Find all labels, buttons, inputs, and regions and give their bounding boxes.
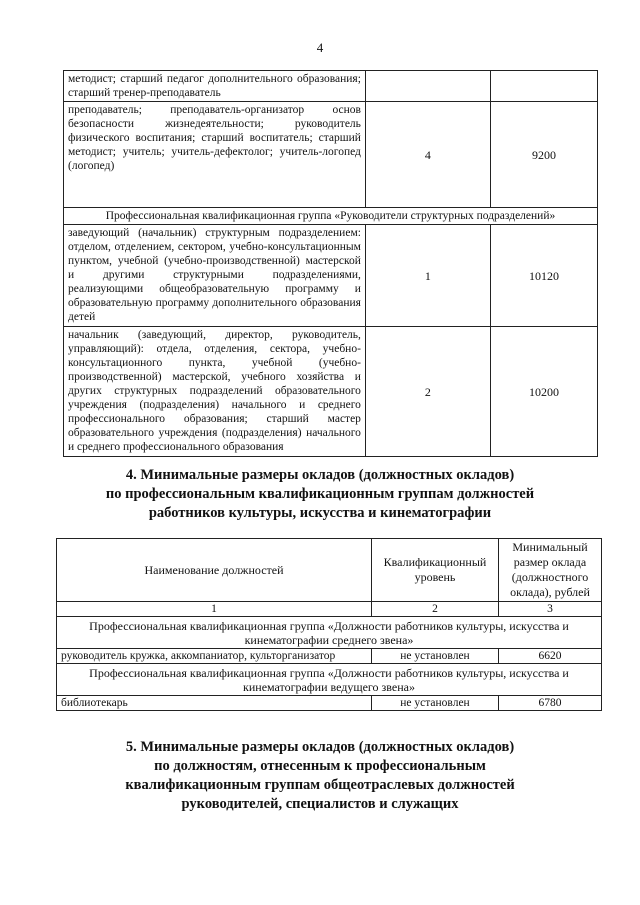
salary-value: 6780	[499, 696, 602, 711]
heading-line: работников культуры, искусства и кинематографии	[148, 505, 492, 521]
column-number: 3	[499, 602, 602, 617]
table-row	[57, 649, 602, 664]
salary-value: 10200	[490, 327, 597, 457]
position-list: начальник (заведующий, директор, руководитель, управляющий): отдела, отделения, сектора, учебно-консультационного пункта, учебной (учебно-производственной) мастерской, учебного хозяйства и других структурных подразделений образовательного учреждения (подразделения) начального и среднего профессионального образования; старший мастер образовательного учреждения (подразделения) начального и среднего профессионального образования	[64, 327, 366, 457]
position-list: преподаватель; преподаватель-организатор основ безопасности жизнедеятельности; руководитель физического воспитания; старший воспитатель; старший методист; учитель; учитель-дефектолог; учитель-логопед (логопед)	[64, 102, 366, 208]
heading-line: по должностям, отнесенным к профессиональным	[154, 758, 486, 774]
heading-line: руководителей, специалистов и служащих	[181, 796, 459, 812]
section-4-heading	[0, 466, 640, 523]
group-row	[64, 208, 598, 225]
page-number: 4	[316, 40, 324, 55]
table-row	[64, 225, 598, 327]
culture-salary-table	[56, 538, 602, 711]
column-number: 1	[57, 602, 372, 617]
header-qualification-level: Квалификационный уровень	[372, 539, 499, 602]
qualification-level: 2	[365, 327, 490, 457]
position-list: заведующий (начальник) структурным подразделением: отделом, отделением, сектором, учебно-консультационным пунктом, учебной (учебно-производственной) мастерской и другими структурными подразделениями, реализующими общеобразовательную программу и образовательную программу дополнительного образования детей	[64, 225, 366, 327]
group-row	[57, 617, 602, 649]
qualification-level: 1	[365, 225, 490, 327]
salary-value	[490, 71, 597, 102]
heading-line: 5. Минимальные размеры окладов (должностных окладов)	[125, 739, 515, 755]
header-min-salary: Минимальный размер оклада (должностного оклада), рублей	[499, 539, 602, 602]
heading-line: по профессиональным квалификационным группам должностей	[105, 486, 535, 502]
position-list: методист; старший педагог дополнительного образования; старший тренер-преподаватель	[64, 71, 366, 102]
table-header-row	[57, 539, 602, 602]
salary-value: 6620	[499, 649, 602, 664]
table-row	[64, 102, 598, 208]
qualification-group-title: Профессиональная квалификационная группа «Должности работников культуры, искусства и кинематографии ведущего звена»	[57, 664, 602, 696]
qualification-level: 4	[365, 102, 490, 208]
qualification-level: не установлен	[372, 649, 499, 664]
section-5-heading	[0, 738, 640, 814]
table-row	[57, 696, 602, 711]
salary-value: 9200	[490, 102, 597, 208]
table-row	[64, 327, 598, 457]
qualification-group-title: Профессиональная квалификационная группа «Руководители структурных подразделений»	[64, 208, 598, 225]
column-number-row	[57, 602, 602, 617]
qualification-level: не установлен	[372, 696, 499, 711]
group-row	[57, 664, 602, 696]
education-salary-table	[63, 70, 598, 457]
salary-value: 10120	[490, 225, 597, 327]
qualification-group-title: Профессиональная квалификационная группа «Должности работников культуры, искусства и кинематографии среднего звена»	[57, 617, 602, 649]
header-position-name: Наименование должностей	[57, 539, 372, 602]
heading-line: квалификационным группам общеотраслевых должностей	[125, 777, 515, 793]
position-name: руководитель кружка, аккомпаниатор, культорганизатор	[57, 649, 372, 664]
heading-line: 4. Минимальные размеры окладов (должностных окладов)	[125, 467, 515, 483]
table-row	[64, 71, 598, 102]
qualification-level	[365, 71, 490, 102]
column-number: 2	[372, 602, 499, 617]
position-name: библиотекарь	[57, 696, 372, 711]
